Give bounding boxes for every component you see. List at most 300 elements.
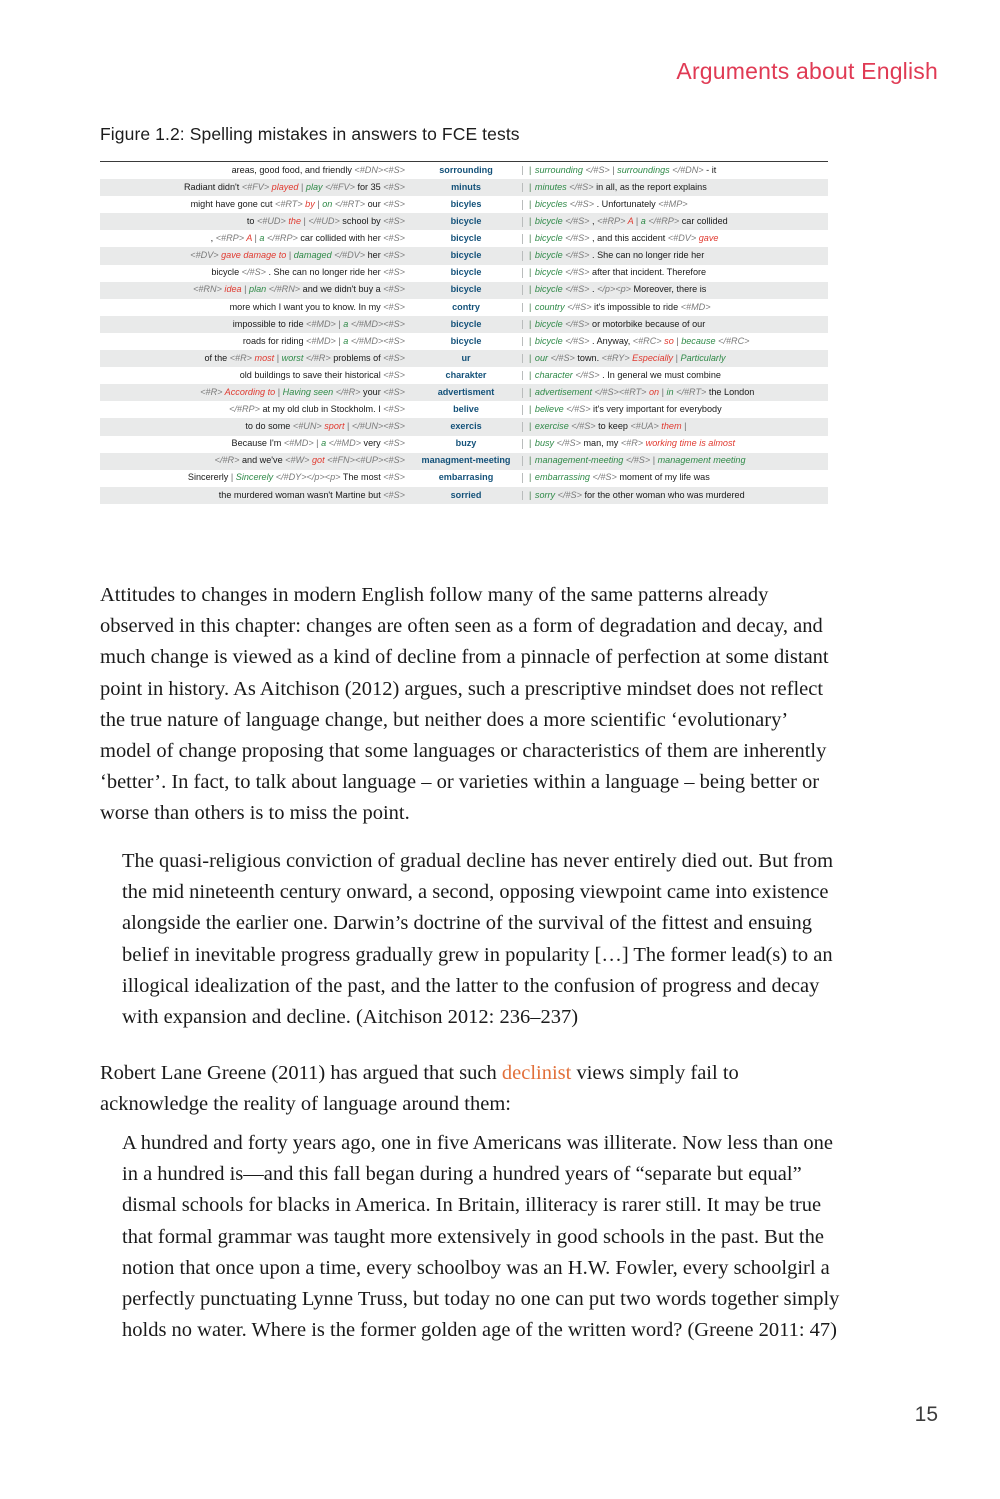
token-separator: | [529, 182, 534, 192]
markup-tag: <#RY> [601, 353, 630, 363]
token-separator: | [529, 353, 534, 363]
concordance-right-context [522, 217, 828, 227]
concordance-keyword: bicycle [450, 267, 482, 278]
context-text: the murdered woman wasn't Martine but [218, 490, 384, 500]
correction-token: bicycle [534, 251, 563, 261]
markup-tag: <#R> [200, 387, 223, 397]
context-text: very [361, 439, 384, 449]
blockquote-greene: A hundred and forty years ago, one in five Americans was illiterate. Now less than one in a hundred is—and this fall began during a hundred years of “separate but equal” dismal schools for blacks in America. In Britain, illiteracy is rarer still. It may be true that formal grammar was taught more extensively in good schools in the past. But the notion that once upon a time, every schoolboy was an H.W. Fowler, every schoolgirl a perfectly punctuating Lynne Truss, but today no one can put two words together simply holds no water. Where is the former golden age of the written word? (Greene 2011: 47) [122, 1132, 840, 1342]
markup-tag: <#DV> [190, 251, 219, 261]
concordance-row [100, 333, 828, 350]
context-text: and we didn't buy a [300, 285, 384, 295]
markup-tag: </#RP> [648, 217, 680, 227]
markup-tag: </#S> [625, 456, 651, 466]
concordance-right-context [522, 422, 828, 432]
context-text: school by [339, 217, 384, 227]
error-token: working time is almost [643, 439, 736, 449]
markup-tag: <#S> [383, 490, 405, 500]
concordance-row [100, 384, 828, 401]
markup-tag: </#S> [556, 439, 581, 449]
markup-tag: <#UP> [354, 456, 384, 466]
token-separator: | [529, 405, 534, 415]
token-separator: | [529, 268, 534, 278]
concordance-right-context [522, 251, 828, 261]
markup-tag: <#S> [383, 182, 405, 192]
markup-tag: </#MD> [350, 319, 384, 329]
context-text: her [365, 251, 384, 261]
markup-tag: <#MD> [306, 319, 336, 329]
error-token: A [625, 217, 636, 227]
token-separator: | [529, 285, 534, 295]
concordance-row [100, 487, 828, 504]
correction-token: Sincerely [235, 473, 276, 483]
paragraph-attitudes: Attitudes to changes in modern English follow many of the same patterns already observed in this chapter: changes are often seen as a form of degradation and decay, and much change is viewed as a kind of decline from a pinnacle of perfection at some distant point in history. As Aitchison (2012) argues, such a prescriptive mindset does not reflect the true nature of language change, but neither does a more scientific ‘evolutionary’ model of change proposing that some languages or characteristics of them are inherently ‘better’. In fact, to talk about language – or varieties within a language – being better or worse than others is to miss the point. [100, 584, 829, 825]
token-separator: | [529, 251, 534, 261]
markup-tag: </#DY> [275, 473, 307, 483]
concordance-keyword: bicycle [450, 335, 482, 346]
markup-tag: <#S> [383, 217, 405, 227]
concordance-table [100, 161, 828, 504]
paragraph-greene [100, 1058, 840, 1120]
correction-token: in [666, 387, 677, 397]
concordance-row [100, 282, 828, 299]
markup-tag: </#S> [565, 234, 590, 244]
keyword-declinist: declinist [501, 1062, 572, 1084]
context-text: . [589, 285, 598, 295]
correction-token: busy [534, 439, 555, 449]
markup-tag: </#RP> [266, 234, 298, 244]
markup-tag: </#S> [565, 268, 590, 278]
concordance-keyword: ur [461, 352, 471, 363]
concordance-left-context [100, 200, 410, 210]
context-text: old buildings to save their historical [239, 370, 384, 380]
markup-tag: </#S> [575, 370, 600, 380]
error-token: According to [222, 387, 278, 397]
correction-token: bicycle [534, 234, 563, 244]
token-separator: | [676, 336, 682, 346]
markup-tag: </#UD> [308, 217, 340, 227]
correction-token: play [305, 182, 326, 192]
markup-tag: <#S> [383, 387, 405, 397]
token-separator: | [529, 217, 534, 227]
error-token: idea [221, 285, 245, 295]
error-token: by [302, 199, 318, 209]
concordance-left-context [100, 303, 410, 313]
token-separator: | [338, 336, 344, 346]
correction-token: plan [249, 285, 269, 295]
token-separator: | [317, 199, 323, 209]
context-text: bicycle [211, 268, 242, 278]
context-text: man, my [580, 439, 621, 449]
context-text: it's very important for everybody [590, 405, 722, 415]
correction-token: a [343, 336, 351, 346]
correction-token: exercise [534, 422, 569, 432]
context-text: car collided with her [297, 234, 384, 244]
concordance-row [100, 230, 828, 247]
context-text: at my old club in Stockholm. I [259, 405, 384, 415]
concordance-keyword: managment-meeting [421, 455, 511, 466]
concordance-row [100, 470, 828, 487]
markup-tag: </p> [306, 473, 325, 483]
correction-token: surroundings [617, 165, 673, 175]
context-text: might have gone cut [190, 199, 276, 209]
token-separator: | [529, 473, 534, 483]
markup-tag: <#S> [383, 268, 405, 278]
concordance-keyword: embarrasing [438, 472, 494, 483]
markup-tag: </#S> [592, 473, 617, 483]
correction-token: minutes [534, 182, 567, 192]
correction-token: management meeting [657, 456, 746, 466]
token-separator: | [529, 302, 534, 312]
correction-token: bicycle [534, 217, 563, 227]
context-text: impossible to ride [232, 319, 307, 329]
markup-tag: </#S> [569, 182, 594, 192]
correction-token: a [321, 439, 329, 449]
token-separator: | [529, 165, 534, 175]
concordance-left-context [100, 285, 410, 295]
concordance-right-context [522, 491, 828, 501]
context-text: or motorbike because of our [589, 319, 706, 329]
markup-tag: </#S> [565, 285, 590, 295]
markup-tag: </#FV> [325, 182, 355, 192]
concordance-row [100, 196, 828, 213]
correction-token: bicycle [534, 319, 563, 329]
markup-tag: <#RC> [632, 336, 662, 346]
markup-tag: </#RT> [676, 387, 707, 397]
context-text: it's impossible to ride [591, 302, 681, 312]
concordance-keyword: bicyles [450, 198, 482, 209]
markup-tag: </#S> [565, 336, 590, 346]
context-text: more which I want you to know. In my [229, 302, 384, 312]
correction-token: bicycles [534, 199, 568, 209]
concordance-left-context [100, 456, 410, 466]
context-text: town. [574, 353, 602, 363]
concordance-row [100, 265, 828, 282]
context-text: our [365, 199, 384, 209]
concordance-right-context [522, 405, 828, 415]
concordance-keyword: exercis [450, 421, 482, 432]
error-token: got [309, 456, 328, 466]
markup-tag: <#FV> [241, 182, 270, 192]
markup-tag: <#RP> [597, 217, 626, 227]
markup-tag: </#RN> [268, 285, 301, 295]
concordance-right-context [522, 354, 828, 364]
error-token: gave [696, 234, 719, 244]
token-separator: | [684, 422, 687, 432]
token-separator: | [529, 234, 534, 244]
concordance-right-context [522, 183, 828, 193]
concordance-right-context [522, 166, 828, 176]
markup-tag: <#W> [285, 456, 310, 466]
correction-token: Having seen [282, 387, 336, 397]
correction-token: bicycle [534, 336, 563, 346]
concordance-right-context [522, 388, 828, 398]
context-text: areas, good food, and friendly [231, 165, 355, 175]
blockquote-aitchison: The quasi-religious conviction of gradual decline has never entirely died out. But from the mid nineteenth century onward, a second, opposing viewpoint came into existence alongside the earlier one. Darwin’s doctrine of the survival of the fittest and ensuing belief in inevitable progress gradually grew in popularity […] The former lead(s) to an illogical idealization of the past, and the latter to the confusion of progress and decay with expansion and decline. (Aitchison 2012: 236–237) [122, 850, 834, 1029]
concordance-right-context [522, 456, 828, 466]
markup-tag: </#S> [565, 319, 590, 329]
context-text: Radiant didn't [183, 182, 242, 192]
concordance-keyword: bicycle [450, 216, 482, 227]
markup-tag: <#S> [383, 319, 405, 329]
context-text: to keep [595, 422, 631, 432]
markup-tag: <#DN> [354, 165, 384, 175]
concordance-row [100, 247, 828, 264]
markup-tag: </#DV> [334, 251, 366, 261]
context-text: for 35 [354, 182, 384, 192]
context-text: of the [204, 353, 230, 363]
concordance-right-context [522, 303, 828, 313]
concordance-left-context [100, 354, 410, 364]
token-separator: | [529, 422, 534, 432]
markup-tag: <#S> [383, 456, 405, 466]
error-token: most [251, 353, 277, 363]
error-token: on [646, 387, 662, 397]
markup-tag: </#S> [594, 387, 619, 397]
markup-tag: <#S> [383, 370, 405, 380]
context-text: Because I'm [231, 439, 284, 449]
token-separator: | [529, 336, 534, 346]
context-text: , and this accident [589, 234, 668, 244]
context-text: problems of [330, 353, 384, 363]
context-text: moment of my life was [616, 473, 710, 483]
concordance-right-context [522, 371, 828, 381]
context-text: the London [706, 387, 755, 397]
markup-tag: </#R> [305, 353, 331, 363]
markup-tag: </#DN> [672, 165, 704, 175]
context-text: for the other woman who was murdered [581, 490, 745, 500]
token-separator: | [529, 490, 534, 500]
markup-tag: </#MD> [328, 439, 362, 449]
context-text: - it [703, 165, 717, 175]
context-text: and we've [239, 456, 286, 466]
context-text: . Anyway, [589, 336, 633, 346]
markup-tag: <#S> [383, 234, 405, 244]
context-text: . She can no longer ride her [265, 268, 384, 278]
concordance-right-context [522, 285, 828, 295]
token-separator: | [288, 251, 294, 261]
concordance-keyword: contry [452, 301, 480, 312]
concordance-row [100, 213, 828, 230]
figure-caption: Figure 1.2: Spelling mistakes in answers to FCE tests [100, 124, 520, 144]
concordance-keyword: bicycle [450, 284, 482, 295]
concordance-keyword: bicycle [450, 233, 482, 244]
concordance-row [100, 367, 828, 384]
markup-tag: <#S> [383, 422, 405, 432]
error-token: sport [321, 422, 348, 432]
correction-token: damaged [293, 251, 335, 261]
token-separator: | [338, 319, 344, 329]
context-text: your [360, 387, 384, 397]
concordance-right-context [522, 268, 828, 278]
token-separator: | [230, 473, 236, 483]
concordance-row [100, 453, 828, 470]
correction-token: on [322, 199, 335, 209]
concordance-left-context [100, 388, 410, 398]
markup-tag: <#RT> [275, 199, 303, 209]
token-separator: | [675, 353, 681, 363]
markup-tag: <#RN> [193, 285, 222, 295]
correction-token: character [534, 370, 573, 380]
correction-token: a [640, 217, 649, 227]
markup-tag: <#UD> [257, 217, 286, 227]
markup-tag: <#S> [383, 302, 405, 312]
context-text: car collided [679, 217, 728, 227]
markup-tag: <#UN> [292, 422, 322, 432]
markup-tag: </#S> [571, 422, 596, 432]
error-token: A [244, 234, 255, 244]
token-separator: | [609, 165, 618, 175]
token-separator: | [635, 217, 641, 227]
markup-tag: <#MD> [680, 302, 711, 312]
concordance-row [100, 162, 828, 179]
running-head: Arguments about English [676, 58, 938, 84]
concordance-left-context [100, 337, 410, 347]
markup-tag: <#S> [383, 439, 405, 449]
token-separator: | [529, 199, 534, 209]
markup-tag: <#RP> [215, 234, 245, 244]
concordance-right-context [522, 234, 828, 244]
markup-tag: <#MD> [306, 336, 336, 346]
markup-tag: </#S> [241, 268, 266, 278]
markup-tag: <#S> [383, 251, 405, 261]
concordance-left-context [100, 166, 410, 176]
token-separator: | [303, 217, 309, 227]
correction-token: bicycle [534, 268, 563, 278]
context-text: roads for riding [242, 336, 307, 346]
markup-tag: </#RT> [334, 199, 366, 209]
correction-token: embarrassing [534, 473, 590, 483]
page-number: 15 [914, 1403, 938, 1426]
concordance-right-context [522, 320, 828, 330]
context-text: . She can no longer ride her [589, 251, 705, 261]
concordance-row [100, 418, 828, 435]
error-token: so [661, 336, 677, 346]
markup-tag: </#S> [550, 353, 575, 363]
concordance-left-context [100, 422, 410, 432]
markup-tag: </#S> [565, 251, 590, 261]
markup-tag: </#S> [566, 405, 591, 415]
markup-tag: <#S> [383, 199, 405, 209]
context-text: to do some [245, 422, 293, 432]
markup-tag: <p> [324, 473, 341, 483]
markup-tag: </#UN> [351, 422, 384, 432]
concordance-left-context [100, 251, 410, 261]
concordance-left-context [100, 217, 410, 227]
concordance-keyword: buzy [455, 438, 477, 449]
markup-tag: <#FN> [327, 456, 355, 466]
concordance-right-context [522, 337, 828, 347]
error-token: the [285, 217, 304, 227]
concordance-row [100, 179, 828, 196]
context-text: Sincererly [187, 473, 231, 483]
concordance-left-context [100, 234, 410, 244]
concordance-left-context [100, 268, 410, 278]
markup-tag: </#S> [585, 165, 610, 175]
error-token: played [269, 182, 301, 192]
context-text: , [210, 234, 216, 244]
markup-tag: <#MD> [283, 439, 314, 449]
token-separator: | [529, 439, 534, 449]
markup-tag: <#MP> [658, 199, 688, 209]
concordance-row [100, 401, 828, 418]
concordance-keyword: charakter [445, 369, 487, 380]
context-text: Moreover, there is [631, 285, 707, 295]
token-separator: | [529, 387, 534, 397]
token-separator: | [316, 439, 322, 449]
markup-tag: <#S> [383, 353, 405, 363]
markup-tag: </#RC> [718, 336, 750, 346]
markup-tag: <#S> [383, 405, 405, 415]
concordance-keyword: bicycle [450, 318, 482, 329]
concordance-row [100, 350, 828, 367]
markup-tag: <#R> [229, 353, 252, 363]
context-text: to [246, 217, 257, 227]
correction-token: bicycle [534, 285, 563, 295]
concordance-keyword: minuts [451, 181, 481, 192]
concordance-left-context [100, 439, 410, 449]
context-text: The most [340, 473, 384, 483]
correction-token: surrounding [534, 165, 583, 175]
concordance-right-context [522, 473, 828, 483]
context-text: . Unfortunately [594, 199, 659, 209]
concordance-row [100, 436, 828, 453]
markup-tag: </#MD> [350, 336, 384, 346]
markup-tag: <p> [615, 285, 631, 295]
context-text: , [589, 217, 598, 227]
token-separator: | [661, 387, 667, 397]
token-separator: | [254, 234, 260, 244]
error-token: them [658, 422, 685, 432]
markup-tag: <#R> [620, 439, 644, 449]
correction-token: sorry [534, 490, 556, 500]
markup-tag: </p> [597, 285, 616, 295]
concordance-left-context [100, 491, 410, 501]
concordance-keyword: belive [453, 404, 479, 415]
concordance-left-context [100, 473, 410, 483]
paragraph-greene-after: views simply fail to acknowledge the reality of language around them: [100, 1062, 739, 1116]
markup-tag: <#RT> [618, 387, 647, 397]
markup-tag: </#S> [557, 490, 582, 500]
token-separator: | [244, 285, 250, 295]
token-separator: | [277, 387, 283, 397]
correction-token: our [534, 353, 549, 363]
token-separator: | [529, 319, 534, 329]
correction-token: advertisement [534, 387, 593, 397]
concordance-left-context [100, 320, 410, 330]
error-token: Especially [629, 353, 676, 363]
markup-tag: </#S> [567, 302, 592, 312]
markup-tag: </#R> [335, 387, 361, 397]
token-separator: | [529, 456, 534, 466]
correction-token: worst [281, 353, 306, 363]
markup-tag: <#S> [383, 473, 405, 483]
token-separator: | [347, 422, 352, 432]
correction-token: country [534, 302, 565, 312]
context-text: . In general we must combine [599, 370, 721, 380]
markup-tag: <#S> [383, 285, 405, 295]
error-token: gave damage to [218, 251, 289, 261]
context-text: after that incident. Therefore [589, 268, 707, 278]
context-text: in all, as the report explains [593, 182, 707, 192]
markup-tag: </#R> [214, 456, 240, 466]
markup-tag: </#RP> [229, 405, 260, 415]
token-separator: | [276, 353, 282, 363]
correction-token: because [681, 336, 719, 346]
markup-tag: </#S> [565, 217, 590, 227]
correction-token: believe [534, 405, 564, 415]
correction-token: a [343, 319, 351, 329]
